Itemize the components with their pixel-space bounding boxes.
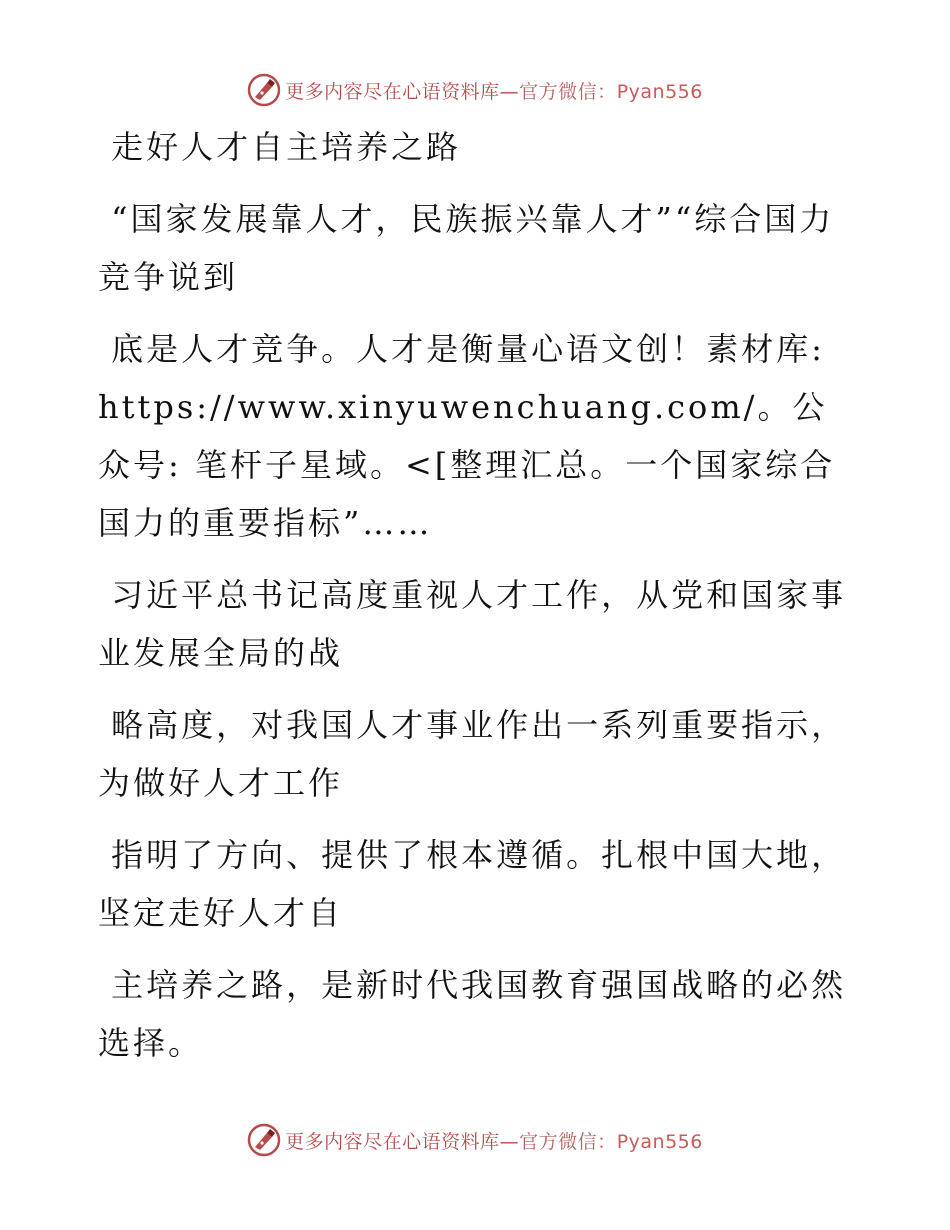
banner-site-text: 更多内容尽在心语资料库	[285, 80, 500, 103]
banner-wechat-label: 官方微信：	[519, 80, 617, 103]
paragraph: 略高度，对我国人才事业作出一系列重要指示，为做好人才工作	[98, 706, 847, 802]
banner-text	[285, 1127, 703, 1154]
banner-separator: —	[499, 80, 520, 103]
banner-text	[285, 77, 703, 104]
paragraph: “国家发展靠人才，民族振兴靠人才”“综合国力竞争说到	[98, 200, 835, 296]
paragraph: 主培养之路，是新时代我国教育强国战略的必然选择。	[98, 966, 847, 1062]
banner-wechat-id: Pyan556	[616, 80, 703, 103]
banner-separator: —	[499, 1130, 520, 1153]
document-body	[98, 118, 858, 1072]
header-banner	[0, 70, 950, 110]
paragraph: 习近平总书记高度重视人才工作，从党和国家事业发展全局的战	[98, 576, 847, 672]
banner-wechat-label: 官方微信：	[519, 1130, 617, 1153]
paragraph: 底是人才竞争。人才是衡量心语文创！素材库: https://www.xinyuwenchuang.com/。公众号: 笔杆子星域。<[整理汇总。一个国家综合国力的重要指标”……	[98, 330, 839, 542]
pen-nib-circle-logo-icon	[247, 1123, 281, 1157]
pen-nib-circle-logo-icon	[247, 73, 281, 107]
footer-banner	[0, 1120, 950, 1160]
paragraph: 走好人才自主培养之路	[98, 128, 462, 166]
banner-wechat-id: Pyan556	[616, 1130, 703, 1153]
paragraph: 指明了方向、提供了根本遵循。扎根中国大地，坚定走好人才自	[98, 836, 847, 932]
banner-site-text: 更多内容尽在心语资料库	[285, 1130, 500, 1153]
